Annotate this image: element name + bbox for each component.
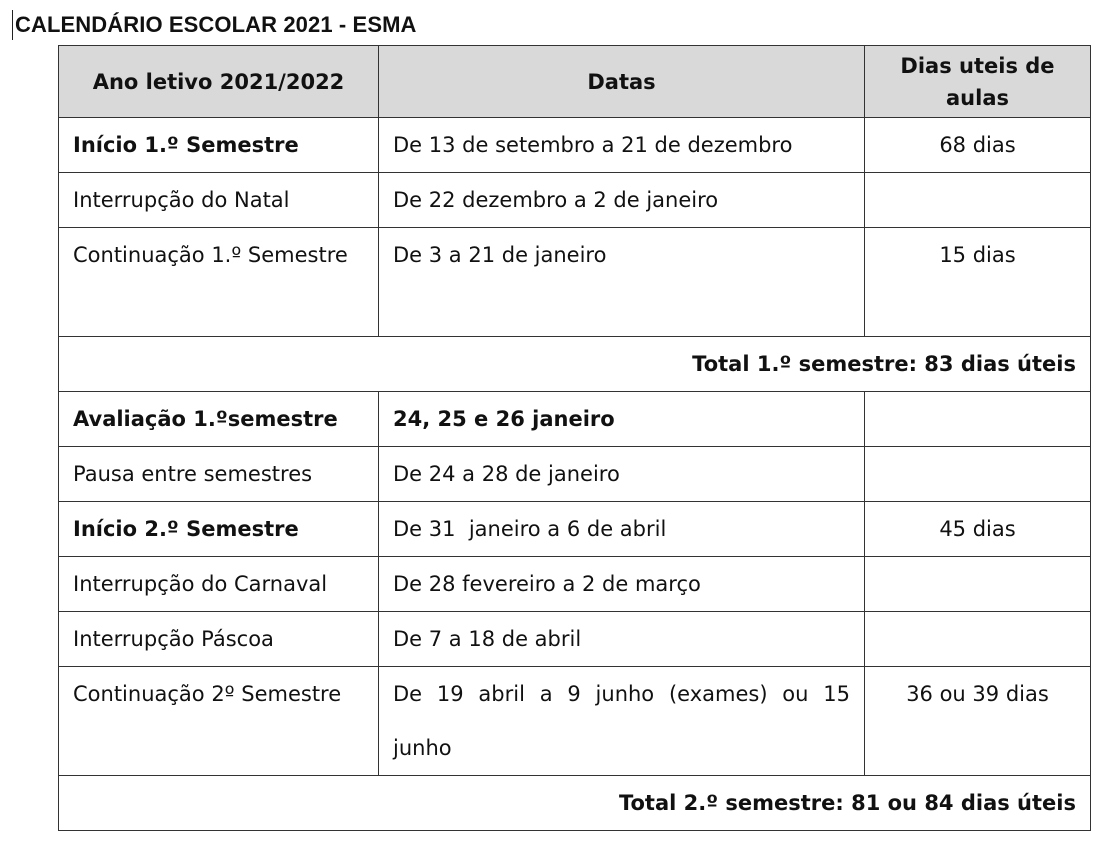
period-days [865,392,1091,447]
total-first-semester: Total 1.º semestre: 83 dias úteis [59,337,1091,392]
period-days: 45 dias [865,502,1091,557]
period-dates: De 31 janeiro a 6 de abril [379,502,865,557]
period-dates: De 24 a 28 de janeiro [379,447,865,502]
period-dates: De 13 de setembro a 21 de dezembro [379,118,865,173]
period-dates: De 19 abril a 9 junho (exames) ou 15 junho [379,667,865,776]
period-label: Início 2.º Semestre [59,502,379,557]
table-row [59,118,1091,173]
period-label: Continuação 2º Semestre [59,667,379,776]
table-header-row [59,46,1091,118]
header-working-days: Dias uteis de aulas [865,46,1091,118]
table-row [59,612,1091,667]
period-dates: De 22 dezembro a 2 de janeiro [379,173,865,228]
period-label: Pausa entre semestres [59,447,379,502]
period-days [865,557,1091,612]
total-second-semester: Total 2.º semestre: 81 ou 84 dias úteis [59,776,1091,831]
period-days [865,612,1091,667]
document-title: CALENDÁRIO ESCOLAR 2021 - ESMA [12,10,417,40]
table-row [59,557,1091,612]
period-days [865,447,1091,502]
calendar-table [58,45,1091,831]
header-dates: Datas [379,46,865,118]
table-row [59,447,1091,502]
table-row [59,502,1091,557]
period-label: Continuação 1.º Semestre [59,228,379,337]
total-row [59,776,1091,831]
period-days [865,173,1091,228]
table-row [59,667,1091,776]
period-dates: 24, 25 e 26 janeiro [379,392,865,447]
period-days: 36 ou 39 dias [865,667,1091,776]
period-days: 68 dias [865,118,1091,173]
period-dates: De 7 a 18 de abril [379,612,865,667]
table-row [59,228,1091,337]
period-dates: De 28 fevereiro a 2 de março [379,557,865,612]
table-row [59,392,1091,447]
header-school-year: Ano letivo 2021/2022 [59,46,379,118]
period-days: 15 dias [865,228,1091,337]
period-dates: De 3 a 21 de janeiro [379,228,865,337]
table-row [59,173,1091,228]
total-row [59,337,1091,392]
period-label: Interrupção do Natal [59,173,379,228]
period-label: Avaliação 1.ºsemestre [59,392,379,447]
period-label: Início 1.º Semestre [59,118,379,173]
period-label: Interrupção do Carnaval [59,557,379,612]
period-label: Interrupção Páscoa [59,612,379,667]
